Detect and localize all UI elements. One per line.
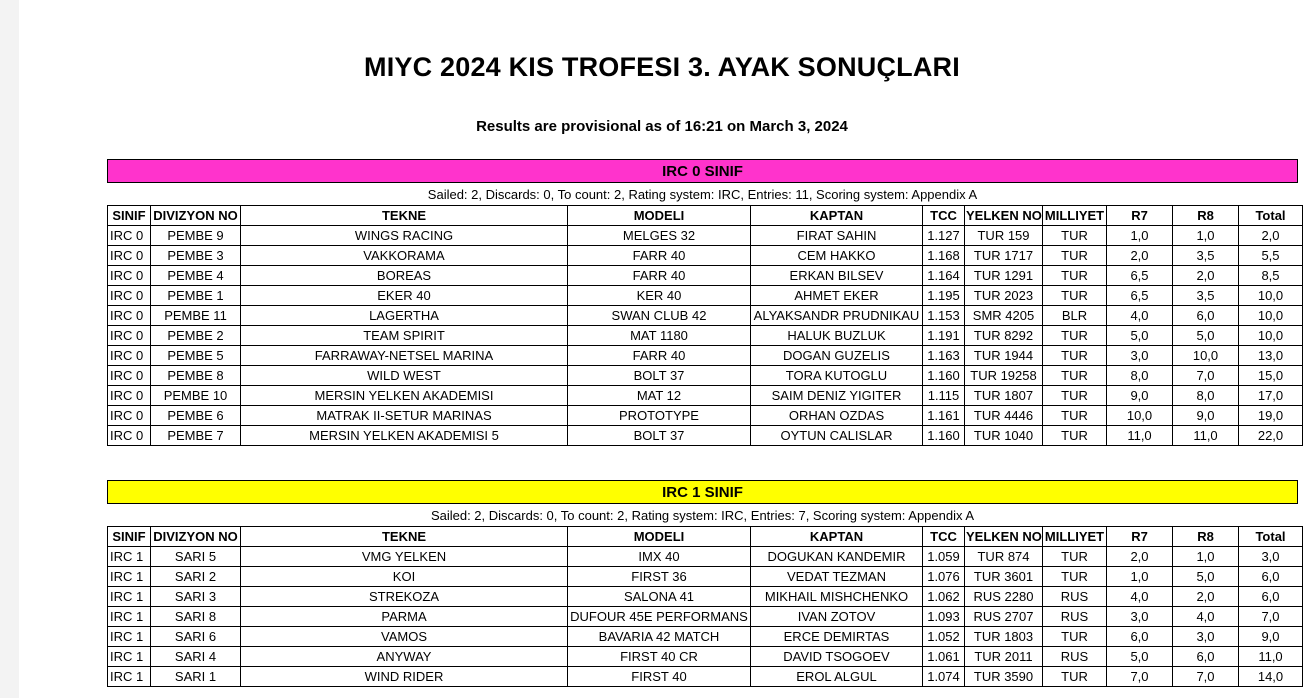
table-cell: IRC 1 xyxy=(108,647,151,667)
table-cell: 7,0 xyxy=(1173,366,1239,386)
table-cell: 9,0 xyxy=(1173,406,1239,426)
table-cell: AHMET EKER xyxy=(751,286,923,306)
table-cell: PROTOTYPE xyxy=(568,406,751,426)
table-cell: 1.074 xyxy=(923,667,965,687)
table-cell: IRC 0 xyxy=(108,366,151,386)
table-cell: IRC 0 xyxy=(108,326,151,346)
table-cell: 6,5 xyxy=(1107,266,1173,286)
table-cell: IRC 1 xyxy=(108,547,151,567)
column-header: MODELI xyxy=(568,527,751,547)
table-cell: CEM HAKKO xyxy=(751,246,923,266)
table-row xyxy=(108,647,1303,667)
table-cell: TUR 159 xyxy=(965,226,1043,246)
table-cell: TUR xyxy=(1043,547,1107,567)
table-cell: TUR xyxy=(1043,386,1107,406)
table-cell: ERCE DEMIRTAS xyxy=(751,627,923,647)
table-cell: 2,0 xyxy=(1107,547,1173,567)
table-cell: RUS xyxy=(1043,607,1107,627)
table-cell: TUR 1803 xyxy=(965,627,1043,647)
column-header: R8 xyxy=(1173,527,1239,547)
table-cell: DAVID TSOGOEV xyxy=(751,647,923,667)
header-row xyxy=(108,527,1303,547)
column-header: DIVIZYON NO xyxy=(151,527,241,547)
table-cell: TUR 19258 xyxy=(965,366,1043,386)
table-cell: 5,0 xyxy=(1173,567,1239,587)
table-row xyxy=(108,406,1303,426)
table-cell: RUS 2280 xyxy=(965,587,1043,607)
table-cell: 1.115 xyxy=(923,386,965,406)
table-cell: 4,0 xyxy=(1107,306,1173,326)
page-title: MIYC 2024 KIS TROFESI 3. AYAK SONUÇLARI xyxy=(364,52,960,82)
table-cell: 17,0 xyxy=(1239,386,1303,406)
table-cell: 1.160 xyxy=(923,426,965,446)
table-cell: PARMA xyxy=(241,607,568,627)
table-cell: 2,0 xyxy=(1173,587,1239,607)
table-cell: 1.061 xyxy=(923,647,965,667)
table-cell: TUR 1807 xyxy=(965,386,1043,406)
table-cell: PEMBE 5 xyxy=(151,346,241,366)
table-cell: 10,0 xyxy=(1107,406,1173,426)
header-row xyxy=(108,206,1303,226)
table-cell: 5,0 xyxy=(1107,326,1173,346)
table-cell: WILD WEST xyxy=(241,366,568,386)
table-cell: WIND RIDER xyxy=(241,667,568,687)
table-cell: ERKAN BILSEV xyxy=(751,266,923,286)
table-cell: ORHAN OZDAS xyxy=(751,406,923,426)
class-section xyxy=(107,159,1298,446)
table-cell: RUS xyxy=(1043,587,1107,607)
table-cell: 6,5 xyxy=(1107,286,1173,306)
table-cell: TEAM SPIRIT xyxy=(241,326,568,346)
table-row xyxy=(108,366,1303,386)
table-cell: SARI 6 xyxy=(151,627,241,647)
table-cell: BOLT 37 xyxy=(568,366,751,386)
table-cell: VMG YELKEN xyxy=(241,547,568,567)
table-cell: 11,0 xyxy=(1239,647,1303,667)
table-cell: TUR 1944 xyxy=(965,346,1043,366)
table-row xyxy=(108,607,1303,627)
table-cell: TUR 2011 xyxy=(965,647,1043,667)
column-header: YELKEN NO xyxy=(965,206,1043,226)
table-cell: MERSIN YELKEN AKADEMISI 5 xyxy=(241,426,568,446)
results-table xyxy=(107,205,1303,446)
table-row xyxy=(108,567,1303,587)
table-cell: SARI 4 xyxy=(151,647,241,667)
table-cell: KOI xyxy=(241,567,568,587)
table-cell: 1,0 xyxy=(1107,567,1173,587)
table-cell: BLR xyxy=(1043,306,1107,326)
table-row xyxy=(108,306,1303,326)
column-header: MODELI xyxy=(568,206,751,226)
table-cell: 22,0 xyxy=(1239,426,1303,446)
table-cell: IRC 1 xyxy=(108,667,151,687)
table-row xyxy=(108,627,1303,647)
table-cell: 3,0 xyxy=(1107,607,1173,627)
table-cell: 3,0 xyxy=(1239,547,1303,567)
table-cell: 8,5 xyxy=(1239,266,1303,286)
table-cell: MAT 12 xyxy=(568,386,751,406)
table-cell: 7,0 xyxy=(1239,607,1303,627)
table-row xyxy=(108,326,1303,346)
table-cell: SARI 5 xyxy=(151,547,241,567)
table-row xyxy=(108,547,1303,567)
table-cell: 8,0 xyxy=(1173,386,1239,406)
table-cell: TUR xyxy=(1043,406,1107,426)
table-cell: 10,0 xyxy=(1239,326,1303,346)
table-cell: 10,0 xyxy=(1239,306,1303,326)
table-cell: KER 40 xyxy=(568,286,751,306)
table-cell: TUR xyxy=(1043,426,1107,446)
table-cell: 1.161 xyxy=(923,406,965,426)
table-cell: 4,0 xyxy=(1107,587,1173,607)
column-header: TEKNE xyxy=(241,206,568,226)
table-cell: 6,0 xyxy=(1239,567,1303,587)
table-cell: 10,0 xyxy=(1239,286,1303,306)
table-cell: WINGS RACING xyxy=(241,226,568,246)
table-cell: TUR 1291 xyxy=(965,266,1043,286)
table-cell: IRC 0 xyxy=(108,346,151,366)
column-header: TCC xyxy=(923,527,965,547)
table-cell: TUR xyxy=(1043,366,1107,386)
table-cell: IVAN ZOTOV xyxy=(751,607,923,627)
table-cell: 1.052 xyxy=(923,627,965,647)
table-cell: 11,0 xyxy=(1173,426,1239,446)
table-cell: EKER 40 xyxy=(241,286,568,306)
table-cell: 10,0 xyxy=(1173,346,1239,366)
table-cell: BAVARIA 42 MATCH xyxy=(568,627,751,647)
table-cell: 1.191 xyxy=(923,326,965,346)
table-cell: 19,0 xyxy=(1239,406,1303,426)
table-cell: MATRAK II-SETUR MARINAS xyxy=(241,406,568,426)
table-cell: IMX 40 xyxy=(568,547,751,567)
table-cell: IRC 0 xyxy=(108,226,151,246)
table-cell: HALUK BUZLUK xyxy=(751,326,923,346)
column-header: TEKNE xyxy=(241,527,568,547)
table-cell: DOGAN GUZELIS xyxy=(751,346,923,366)
column-header: YELKEN NO xyxy=(965,527,1043,547)
table-cell: TUR 2023 xyxy=(965,286,1043,306)
table-cell: IRC 1 xyxy=(108,587,151,607)
table-cell: MIKHAIL MISHCHENKO xyxy=(751,587,923,607)
table-cell: SARI 1 xyxy=(151,667,241,687)
column-header: DIVIZYON NO xyxy=(151,206,241,226)
table-cell: FIRAT SAHIN xyxy=(751,226,923,246)
table-cell: TUR xyxy=(1043,286,1107,306)
table-cell: IRC 1 xyxy=(108,567,151,587)
class-info: Sailed: 2, Discards: 0, To count: 2, Rating system: IRC, Entries: 7, Scoring system: Appendix A xyxy=(430,508,975,523)
table-cell: 1.062 xyxy=(923,587,965,607)
results-table xyxy=(107,526,1303,687)
table-cell: 14,0 xyxy=(1239,667,1303,687)
column-header: R7 xyxy=(1107,527,1173,547)
table-row xyxy=(108,266,1303,286)
table-cell: FARR 40 xyxy=(568,246,751,266)
table-cell: 7,0 xyxy=(1173,667,1239,687)
table-cell: PEMBE 2 xyxy=(151,326,241,346)
table-cell: TUR 4446 xyxy=(965,406,1043,426)
table-cell: SMR 4205 xyxy=(965,306,1043,326)
table-cell: PEMBE 11 xyxy=(151,306,241,326)
table-cell: 5,5 xyxy=(1239,246,1303,266)
provisional-note: Results are provisional as of 16:21 on March 3, 2024 xyxy=(476,118,848,135)
table-cell: 3,5 xyxy=(1173,286,1239,306)
table-cell: FIRST 40 xyxy=(568,667,751,687)
table-cell: TUR 3590 xyxy=(965,667,1043,687)
table-cell: 2,0 xyxy=(1107,246,1173,266)
class-banner: IRC 1 SINIF xyxy=(107,480,1298,504)
table-cell: 1,0 xyxy=(1107,226,1173,246)
table-cell: 1.168 xyxy=(923,246,965,266)
class-banner: IRC 0 SINIF xyxy=(107,159,1298,183)
table-cell: DUFOUR 45E PERFORMANS xyxy=(568,607,751,627)
table-cell: EROL ALGUL xyxy=(751,667,923,687)
table-cell: 1.127 xyxy=(923,226,965,246)
table-cell: LAGERTHA xyxy=(241,306,568,326)
table-cell: TUR 874 xyxy=(965,547,1043,567)
table-row xyxy=(108,386,1303,406)
table-row xyxy=(108,426,1303,446)
table-cell: 4,0 xyxy=(1173,607,1239,627)
table-cell: TUR xyxy=(1043,346,1107,366)
table-cell: BOLT 37 xyxy=(568,426,751,446)
table-cell: 3,5 xyxy=(1173,246,1239,266)
table-cell: FIRST 36 xyxy=(568,567,751,587)
table-cell: 8,0 xyxy=(1107,366,1173,386)
table-cell: MAT 1180 xyxy=(568,326,751,346)
table-cell: TUR 1040 xyxy=(965,426,1043,446)
table-cell: TUR xyxy=(1043,266,1107,286)
table-cell: 11,0 xyxy=(1107,426,1173,446)
table-cell: 6,0 xyxy=(1173,647,1239,667)
table-cell: IRC 0 xyxy=(108,426,151,446)
table-cell: ALYAKSANDR PRUDNIKAU xyxy=(751,306,923,326)
table-cell: 1.059 xyxy=(923,547,965,567)
table-cell: TUR xyxy=(1043,226,1107,246)
column-header: R8 xyxy=(1173,206,1239,226)
table-cell: OYTUN CALISLAR xyxy=(751,426,923,446)
table-cell: IRC 0 xyxy=(108,246,151,266)
table-cell: PEMBE 3 xyxy=(151,246,241,266)
table-cell: TUR 1717 xyxy=(965,246,1043,266)
table-cell: TUR 3601 xyxy=(965,567,1043,587)
column-header: SINIF xyxy=(108,206,151,226)
table-cell: TUR xyxy=(1043,326,1107,346)
table-cell: IRC 1 xyxy=(108,627,151,647)
column-header: Total xyxy=(1239,527,1303,547)
table-cell: 5,0 xyxy=(1107,647,1173,667)
table-cell: 1.164 xyxy=(923,266,965,286)
table-cell: FIRST 40 CR xyxy=(568,647,751,667)
table-cell: 5,0 xyxy=(1173,326,1239,346)
table-cell: PEMBE 7 xyxy=(151,426,241,446)
table-cell: FARRAWAY-NETSEL MARINA xyxy=(241,346,568,366)
table-cell: DOGUKAN KANDEMIR xyxy=(751,547,923,567)
table-cell: TUR xyxy=(1043,667,1107,687)
table-cell: MELGES 32 xyxy=(568,226,751,246)
table-cell: VAMOS xyxy=(241,627,568,647)
table-cell: PEMBE 4 xyxy=(151,266,241,286)
table-cell: 9,0 xyxy=(1239,627,1303,647)
table-cell: IRC 0 xyxy=(108,406,151,426)
table-cell: SWAN CLUB 42 xyxy=(568,306,751,326)
table-cell: RUS 2707 xyxy=(965,607,1043,627)
table-cell: 1.195 xyxy=(923,286,965,306)
table-cell: PEMBE 1 xyxy=(151,286,241,306)
table-cell: 1.076 xyxy=(923,567,965,587)
column-header: MILLIYET xyxy=(1043,206,1107,226)
table-row xyxy=(108,587,1303,607)
table-cell: SARI 8 xyxy=(151,607,241,627)
table-cell: 7,0 xyxy=(1107,667,1173,687)
table-row xyxy=(108,667,1303,687)
table-row xyxy=(108,246,1303,266)
table-cell: 3,0 xyxy=(1173,627,1239,647)
table-cell: TUR xyxy=(1043,246,1107,266)
column-header: R7 xyxy=(1107,206,1173,226)
table-cell: RUS xyxy=(1043,647,1107,667)
table-cell: FARR 40 xyxy=(568,266,751,286)
table-cell: 15,0 xyxy=(1239,366,1303,386)
table-cell: TUR xyxy=(1043,627,1107,647)
table-cell: VAKKORAMA xyxy=(241,246,568,266)
table-cell: 3,0 xyxy=(1107,346,1173,366)
results-page xyxy=(19,0,1305,698)
table-cell: 1,0 xyxy=(1173,226,1239,246)
table-cell: SALONA 41 xyxy=(568,587,751,607)
table-cell: MERSIN YELKEN AKADEMISI xyxy=(241,386,568,406)
table-cell: 1.153 xyxy=(923,306,965,326)
table-cell: TORA KUTOGLU xyxy=(751,366,923,386)
table-row xyxy=(108,286,1303,306)
table-cell: PEMBE 8 xyxy=(151,366,241,386)
table-cell: SARI 3 xyxy=(151,587,241,607)
table-cell: IRC 0 xyxy=(108,266,151,286)
table-cell: IRC 0 xyxy=(108,286,151,306)
table-cell: 6,0 xyxy=(1239,587,1303,607)
table-cell: TUR xyxy=(1043,567,1107,587)
table-cell: PEMBE 10 xyxy=(151,386,241,406)
table-cell: IRC 0 xyxy=(108,386,151,406)
class-info: Sailed: 2, Discards: 0, To count: 2, Rating system: IRC, Entries: 11, Scoring system: Appendix A xyxy=(427,187,978,202)
table-cell: 2,0 xyxy=(1239,226,1303,246)
table-cell: 1.160 xyxy=(923,366,965,386)
class-section xyxy=(107,480,1298,687)
table-cell: 13,0 xyxy=(1239,346,1303,366)
column-header: TCC xyxy=(923,206,965,226)
table-cell: 1.093 xyxy=(923,607,965,627)
table-cell: IRC 0 xyxy=(108,306,151,326)
table-cell: 1,0 xyxy=(1173,547,1239,567)
table-cell: PEMBE 9 xyxy=(151,226,241,246)
table-cell: 2,0 xyxy=(1173,266,1239,286)
table-cell: VEDAT TEZMAN xyxy=(751,567,923,587)
table-cell: SARI 2 xyxy=(151,567,241,587)
column-header: KAPTAN xyxy=(751,206,923,226)
table-cell: TUR 8292 xyxy=(965,326,1043,346)
table-cell: 9,0 xyxy=(1107,386,1173,406)
column-header: SINIF xyxy=(108,527,151,547)
table-cell: 6,0 xyxy=(1173,306,1239,326)
column-header: Total xyxy=(1239,206,1303,226)
table-row xyxy=(108,226,1303,246)
table-cell: PEMBE 6 xyxy=(151,406,241,426)
table-cell: 1.163 xyxy=(923,346,965,366)
table-cell: STREKOZA xyxy=(241,587,568,607)
table-cell: 6,0 xyxy=(1107,627,1173,647)
table-cell: SAIM DENIZ YIGITER xyxy=(751,386,923,406)
table-cell: BOREAS xyxy=(241,266,568,286)
column-header: MILLIYET xyxy=(1043,527,1107,547)
table-cell: FARR 40 xyxy=(568,346,751,366)
table-row xyxy=(108,346,1303,366)
table-cell: IRC 1 xyxy=(108,607,151,627)
column-header: KAPTAN xyxy=(751,527,923,547)
table-cell: ANYWAY xyxy=(241,647,568,667)
